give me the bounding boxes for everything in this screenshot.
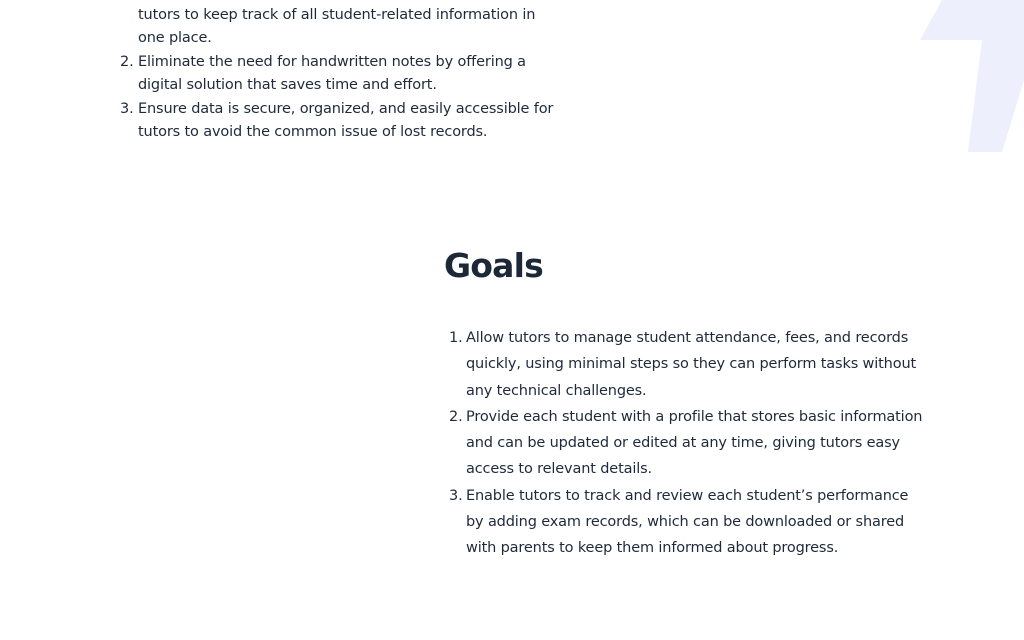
problem-item bbox=[0, 98, 560, 145]
goal-item-text: Allow tutors to manage student attendance, fees, and records quickly, using minimal steps so they can perform tasks without any technical challenges. bbox=[466, 330, 917, 399]
goal-item-text: Provide each student with a profile that stores basic information and can be updated or edited at any time, giving tutors easy access to relevant details. bbox=[466, 408, 923, 478]
problem-item bbox=[0, 51, 560, 98]
problem-item-text: Ensure data is secure, organized, and easily accessible for tutors to avoid the common issue of lost records. bbox=[138, 100, 554, 140]
problem-item-text: Eliminate the need for handwritten notes by offering a digital solution that saves time and effort. bbox=[138, 53, 526, 93]
problem-item-text: tutors to keep track of all student-related information in one place. bbox=[138, 6, 536, 46]
goal-item-number: 1. bbox=[449, 330, 463, 346]
problem-item-number bbox=[120, 0, 134, 4]
decorative-shape bbox=[918, 0, 1024, 152]
problem-item-number: 3. bbox=[120, 100, 134, 117]
goal-item bbox=[0, 325, 926, 404]
goal-item-number: 2. bbox=[449, 408, 463, 425]
goal-item-text: Enable tutors to track and review each student’s performance by adding exam records, which can be downloaded or shared with parents to keep them informed about progress. bbox=[466, 487, 909, 557]
problem-item-number: 2. bbox=[120, 53, 134, 70]
goal-item-number: 3. bbox=[449, 487, 463, 504]
problem-list bbox=[0, 0, 560, 145]
goals-heading: Goals bbox=[444, 246, 543, 285]
goal-item bbox=[0, 483, 926, 562]
problem-item bbox=[0, 0, 560, 51]
goal-item bbox=[0, 404, 926, 483]
goals-list bbox=[0, 325, 1024, 562]
